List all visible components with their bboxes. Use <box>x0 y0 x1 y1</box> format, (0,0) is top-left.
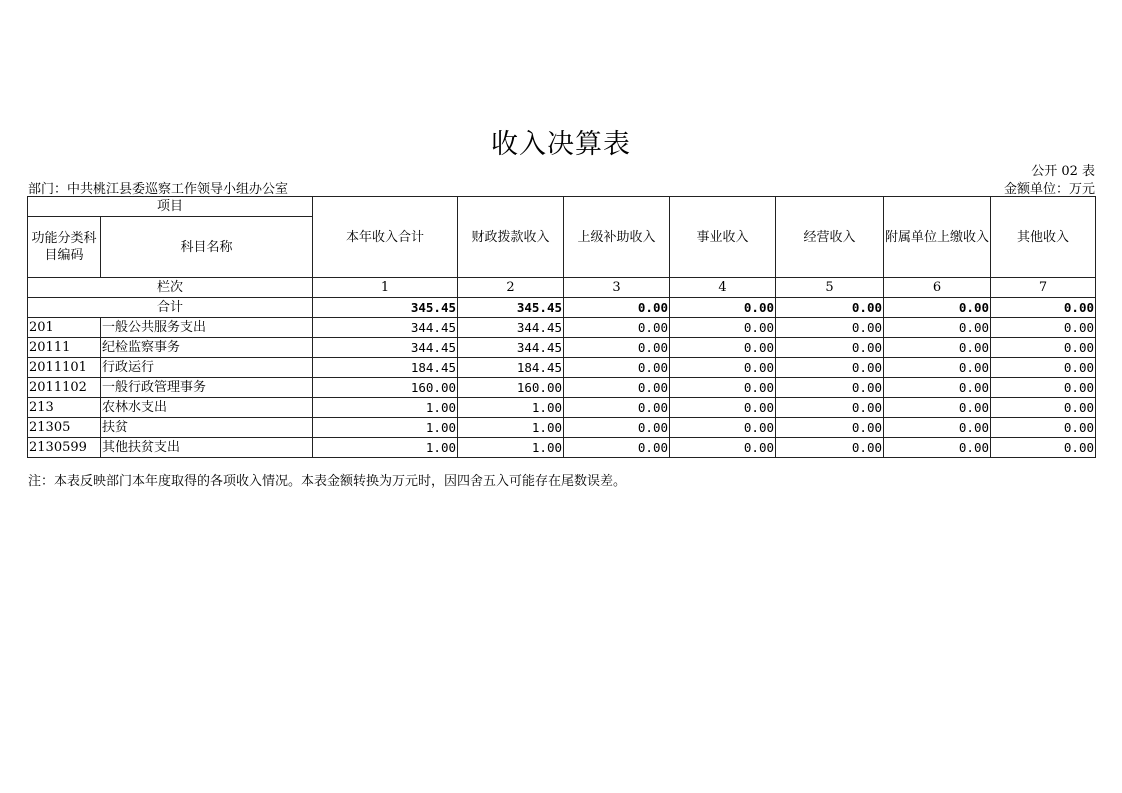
header-superior-subsidy: 上级补助收入 <box>564 197 670 278</box>
amount-cell: 0.00 <box>991 338 1096 358</box>
func-code-cell: 2011102 <box>28 378 101 398</box>
amount-cell: 344.45 <box>458 318 564 338</box>
amount-cell: 1.00 <box>458 438 564 458</box>
column-index: 6 <box>884 278 991 298</box>
func-code-cell: 201 <box>28 318 101 338</box>
amount-cell: 0.00 <box>564 318 670 338</box>
amount-cell: 0.00 <box>776 418 884 438</box>
amount-cell: 0.00 <box>776 318 884 338</box>
total-value: 345.45 <box>458 298 564 318</box>
header-operating-income: 经营收入 <box>776 197 884 278</box>
func-code-cell: 20111 <box>28 338 101 358</box>
total-row <box>28 298 1096 318</box>
amount-cell: 344.45 <box>458 338 564 358</box>
amount-cell: 0.00 <box>991 378 1096 398</box>
func-code-cell: 2011101 <box>28 358 101 378</box>
header-subject-name: 科目名称 <box>101 217 313 278</box>
amount-cell: 0.00 <box>884 338 991 358</box>
column-index: 4 <box>670 278 776 298</box>
amount-cell: 0.00 <box>564 438 670 458</box>
header-other-income: 其他收入 <box>991 197 1096 278</box>
subject-name-cell: 行政运行 <box>101 358 313 378</box>
subject-name-cell: 扶贫 <box>101 418 313 438</box>
department-label: 部门：中共桃江县委巡察工作领导小组办公室 <box>28 182 289 197</box>
amount-cell: 0.00 <box>670 438 776 458</box>
header-fiscal-income: 财政拨款收入 <box>458 197 564 278</box>
subject-name-cell: 一般行政管理事务 <box>101 378 313 398</box>
amount-cell: 1.00 <box>313 438 458 458</box>
table-row <box>28 438 1096 458</box>
amount-cell: 0.00 <box>670 418 776 438</box>
header-total-income: 本年收入合计 <box>313 197 458 278</box>
column-index: 7 <box>991 278 1096 298</box>
amount-cell: 0.00 <box>670 378 776 398</box>
total-value: 345.45 <box>313 298 458 318</box>
amount-cell: 0.00 <box>991 438 1096 458</box>
amount-cell: 1.00 <box>313 398 458 418</box>
amount-cell: 160.00 <box>313 378 458 398</box>
amount-cell: 1.00 <box>458 418 564 438</box>
amount-cell: 0.00 <box>884 378 991 398</box>
func-code-cell: 21305 <box>28 418 101 438</box>
header-business-income: 事业收入 <box>670 197 776 278</box>
func-code-cell: 2130599 <box>28 438 101 458</box>
amount-cell: 0.00 <box>991 398 1096 418</box>
amount-cell: 0.00 <box>670 318 776 338</box>
table-row <box>28 318 1096 338</box>
total-value: 0.00 <box>884 298 991 318</box>
table-row <box>28 378 1096 398</box>
amount-cell: 0.00 <box>776 378 884 398</box>
amount-cell: 0.00 <box>884 438 991 458</box>
subject-name-cell: 农林水支出 <box>101 398 313 418</box>
amount-cell: 0.00 <box>564 398 670 418</box>
total-label: 合计 <box>28 298 313 318</box>
footnote: 注：本表反映部门本年度取得的各项收入情况。本表金额转换为万元时，因四舍五入可能存在尾数误差。 <box>28 474 627 489</box>
column-index: 3 <box>564 278 670 298</box>
column-index-label: 栏次 <box>28 278 313 298</box>
column-index-row <box>28 278 1096 298</box>
amount-cell: 184.45 <box>458 358 564 378</box>
amount-cell: 0.00 <box>670 358 776 378</box>
amount-cell: 160.00 <box>458 378 564 398</box>
amount-cell: 0.00 <box>564 358 670 378</box>
column-index: 5 <box>776 278 884 298</box>
amount-cell: 0.00 <box>776 398 884 418</box>
amount-cell: 1.00 <box>458 398 564 418</box>
amount-cell: 0.00 <box>884 358 991 378</box>
total-value: 0.00 <box>670 298 776 318</box>
header-affiliated-income: 附属单位上缴收入 <box>884 197 991 278</box>
total-value: 0.00 <box>564 298 670 318</box>
header-func-code: 功能分类科目编码 <box>28 217 101 278</box>
func-code-cell: 213 <box>28 398 101 418</box>
amount-cell: 0.00 <box>776 438 884 458</box>
table-row <box>28 398 1096 418</box>
amount-cell: 184.45 <box>313 358 458 378</box>
amount-cell: 0.00 <box>991 358 1096 378</box>
amount-cell: 0.00 <box>884 318 991 338</box>
subject-name-cell: 一般公共服务支出 <box>101 318 313 338</box>
report-title: 收入决算表 <box>491 129 631 160</box>
amount-cell: 0.00 <box>776 338 884 358</box>
subject-name-cell: 其他扶贫支出 <box>101 438 313 458</box>
table-row <box>28 338 1096 358</box>
table-row <box>28 358 1096 378</box>
amount-cell: 344.45 <box>313 318 458 338</box>
amount-cell: 1.00 <box>313 418 458 438</box>
total-value: 0.00 <box>991 298 1096 318</box>
table-row <box>28 418 1096 438</box>
column-index: 2 <box>458 278 564 298</box>
amount-cell: 0.00 <box>991 418 1096 438</box>
amount-cell: 0.00 <box>564 418 670 438</box>
amount-cell: 0.00 <box>884 418 991 438</box>
amount-cell: 0.00 <box>776 358 884 378</box>
column-index: 1 <box>313 278 458 298</box>
form-number: 公开 02 表 <box>1031 164 1095 179</box>
amount-cell: 0.00 <box>564 378 670 398</box>
amount-cell: 344.45 <box>313 338 458 358</box>
amount-cell: 0.00 <box>564 338 670 358</box>
header-row-project <box>28 197 1096 217</box>
subject-name-cell: 纪检监察事务 <box>101 338 313 358</box>
amount-cell: 0.00 <box>991 318 1096 338</box>
amount-cell: 0.00 <box>670 338 776 358</box>
header-project: 项目 <box>28 197 313 217</box>
income-report-table <box>27 196 1096 458</box>
total-value: 0.00 <box>776 298 884 318</box>
amount-unit-label: 金额单位：万元 <box>1003 182 1095 197</box>
amount-cell: 0.00 <box>884 398 991 418</box>
amount-cell: 0.00 <box>670 398 776 418</box>
